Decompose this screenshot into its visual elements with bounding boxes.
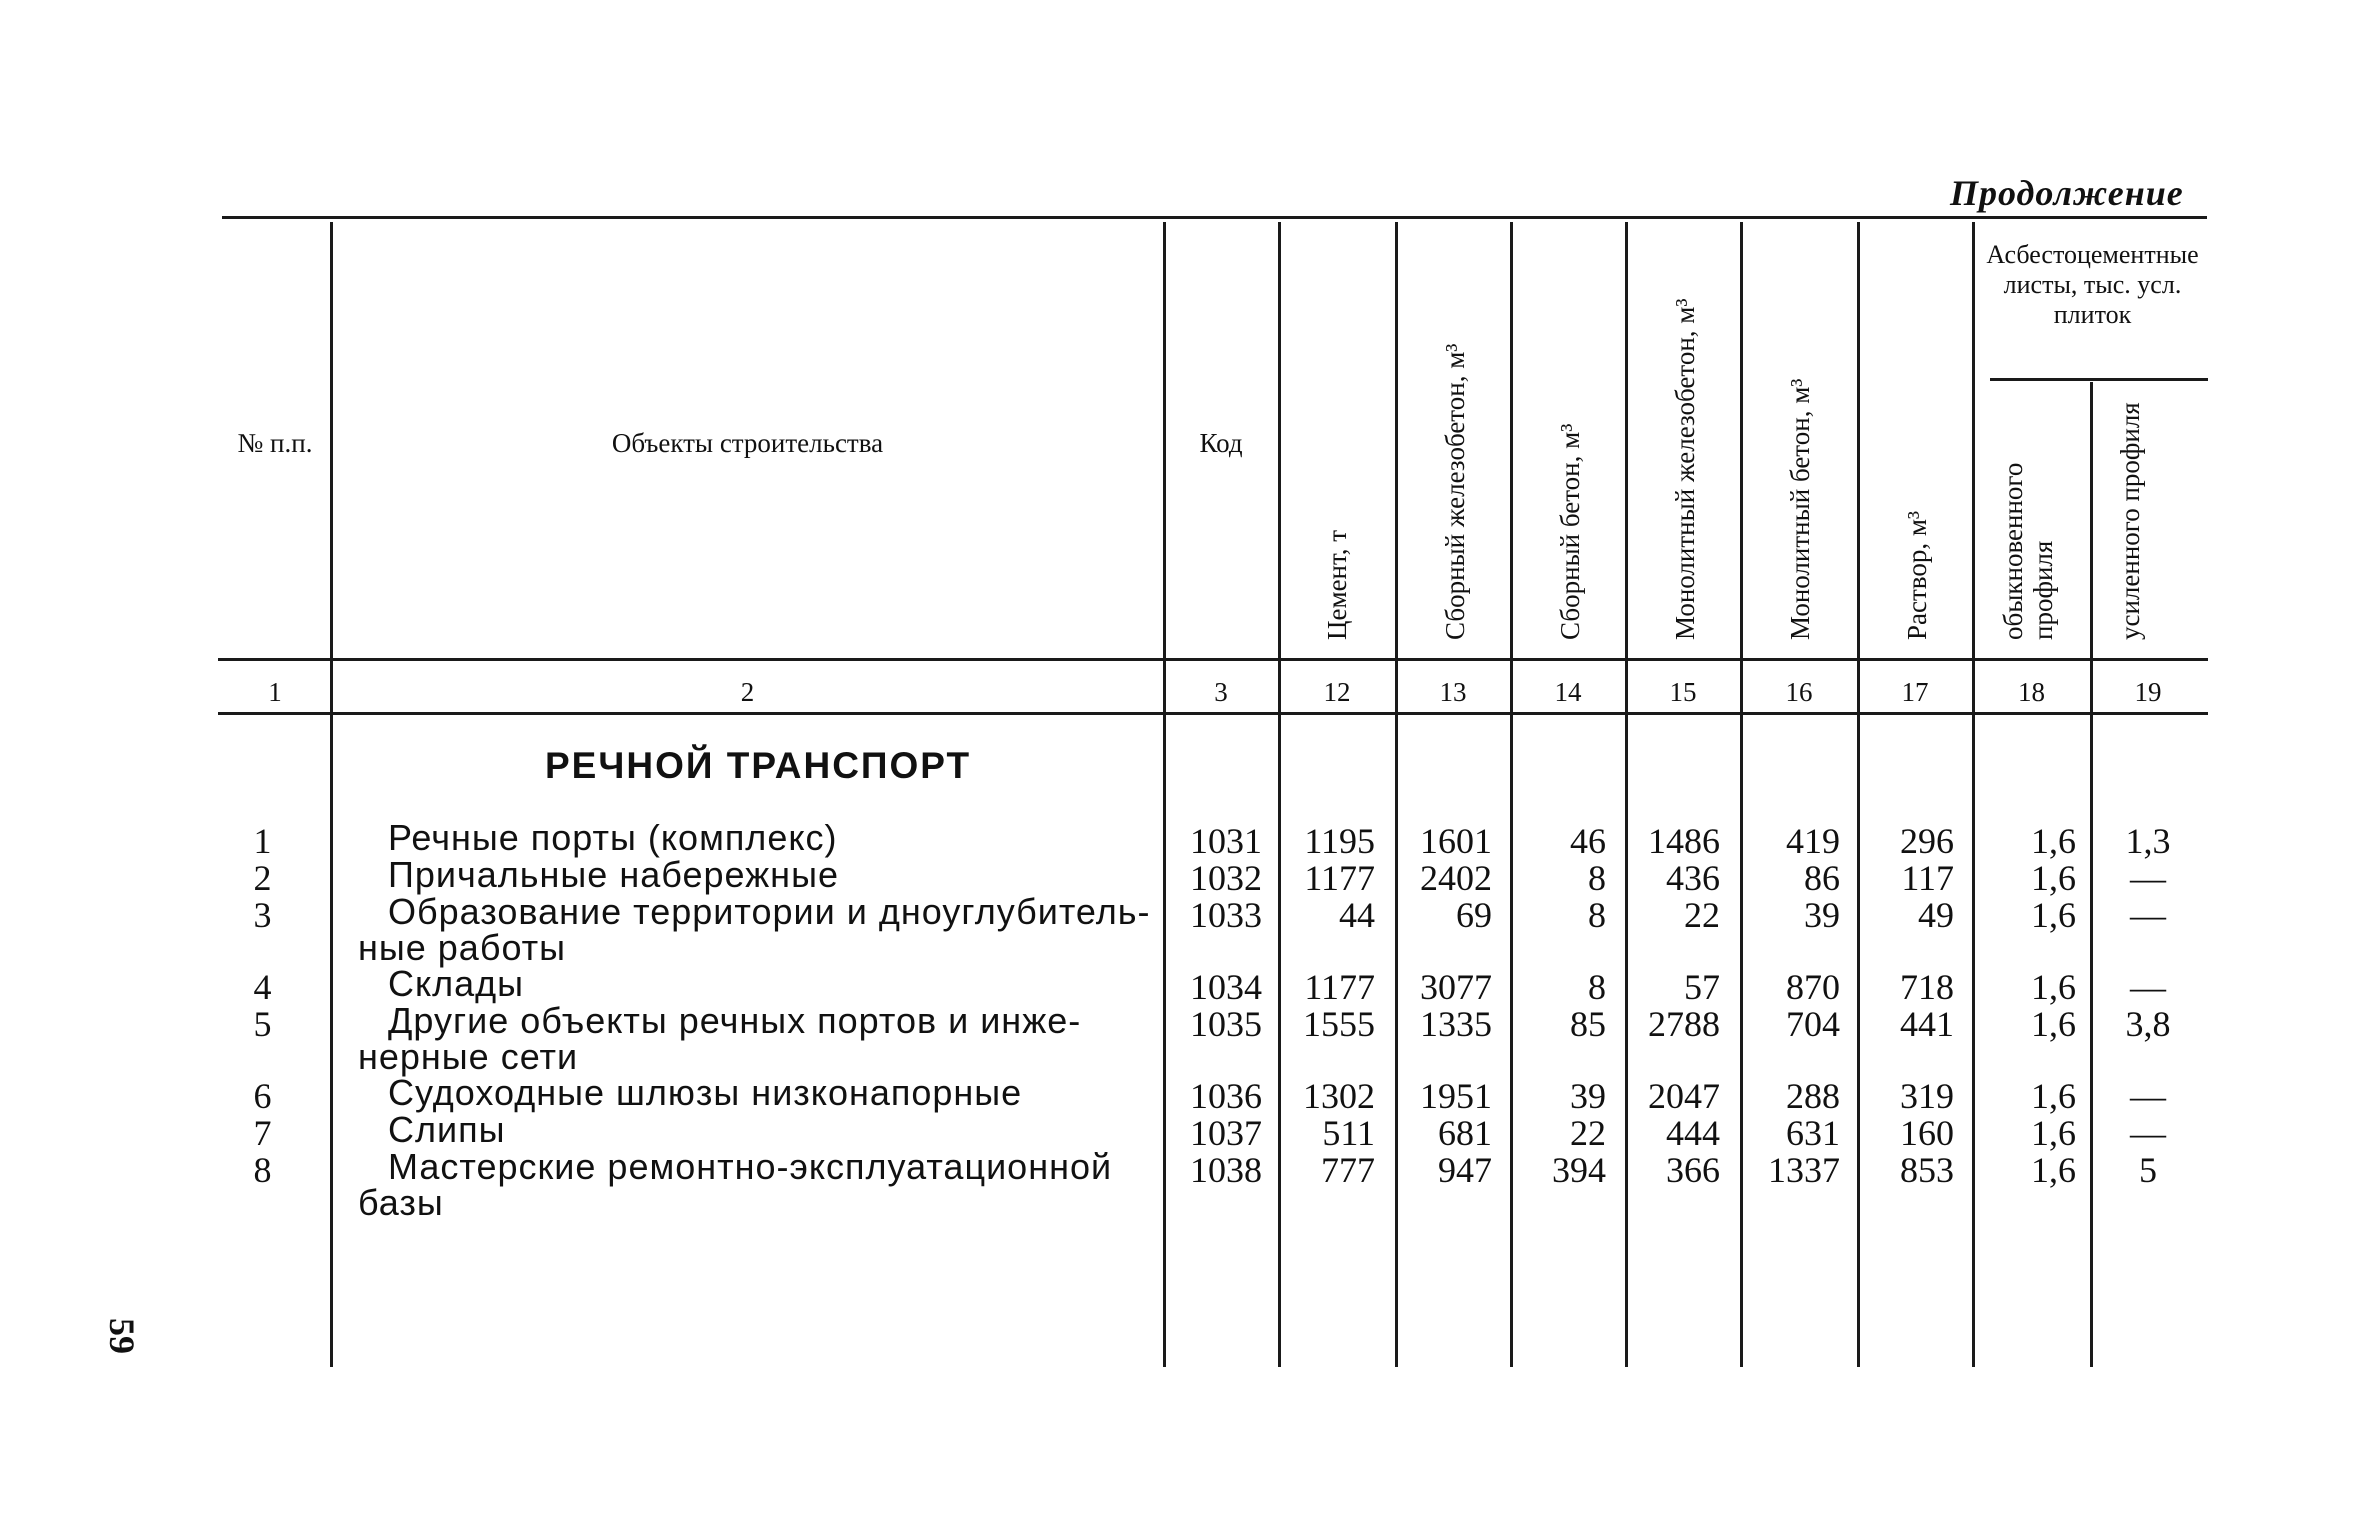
cell-c16: 39 bbox=[1804, 895, 1840, 935]
cell-c16: 86 bbox=[1804, 858, 1840, 898]
cell-c13: 1335 bbox=[1420, 1004, 1492, 1044]
cell-c18: 1,6 bbox=[2031, 1113, 2076, 1153]
cell-c12: 1177 bbox=[1304, 967, 1375, 1007]
column-number: 12 bbox=[1323, 677, 1351, 707]
column-number: 2 bbox=[740, 677, 755, 707]
object-name-line2: базы bbox=[358, 1182, 444, 1223]
cell-c13: 2402 bbox=[1420, 858, 1492, 898]
cell-c14: 394 bbox=[1552, 1150, 1606, 1190]
cell-c17: 441 bbox=[1900, 1004, 1954, 1044]
cell-c13: 681 bbox=[1438, 1113, 1492, 1153]
cell-c17: 853 bbox=[1900, 1150, 1954, 1190]
continuation-label: Продолжение bbox=[1950, 173, 2184, 213]
object-name bbox=[358, 891, 1158, 968]
cell-c19: — bbox=[2130, 967, 2166, 1007]
section-title: РЕЧНОЙ ТРАНСПОРТ bbox=[545, 745, 972, 786]
object-name-line2: нерные сети bbox=[358, 1036, 579, 1077]
cell-c15: 436 bbox=[1666, 858, 1720, 898]
object-name bbox=[358, 1072, 1158, 1113]
object-name bbox=[358, 817, 1158, 858]
object-name-line2: ные работы bbox=[358, 927, 567, 968]
cell-c19: — bbox=[2130, 858, 2166, 898]
header-cement: Цемент, т bbox=[1322, 529, 1352, 640]
header-bottom-rule bbox=[218, 658, 2208, 661]
cell-c15: 366 bbox=[1666, 1150, 1720, 1190]
cell-c14: 8 bbox=[1588, 895, 1606, 935]
cell-c18: 1,6 bbox=[2031, 821, 2076, 861]
header-mortar: Раствор, м³ bbox=[1902, 510, 1932, 640]
cell-c19: — bbox=[2130, 1113, 2166, 1153]
header-precast-rc: Сборный железобетон, м³ bbox=[1440, 343, 1470, 640]
cell-c19: 5 bbox=[2139, 1150, 2157, 1190]
cell-c15: 2047 bbox=[1648, 1076, 1720, 1116]
cell-code: 1033 bbox=[1190, 895, 1262, 935]
cell-c16: 704 bbox=[1786, 1004, 1840, 1044]
row-number: 5 bbox=[253, 1004, 272, 1044]
cell-c14: 8 bbox=[1588, 967, 1606, 1007]
column-number: 14 bbox=[1554, 677, 1582, 707]
object-name-line1: Образование территории и дноуглубитель- bbox=[388, 891, 1151, 932]
row-number: 7 bbox=[253, 1113, 272, 1153]
cell-c17: 49 bbox=[1918, 895, 1954, 935]
cell-c18: 1,6 bbox=[2031, 1076, 2076, 1116]
cell-c19: — bbox=[2130, 895, 2166, 935]
column-number: 18 bbox=[2018, 677, 2045, 707]
col-divider bbox=[1857, 222, 1860, 1367]
cell-c12: 1177 bbox=[1304, 858, 1375, 898]
cell-c15: 1486 bbox=[1648, 821, 1720, 861]
cell-code: 1036 bbox=[1190, 1076, 1262, 1116]
cell-c13: 3077 bbox=[1420, 967, 1492, 1007]
cell-c19: 3,8 bbox=[2125, 1004, 2171, 1044]
object-name bbox=[358, 1146, 1158, 1223]
cell-c16: 419 bbox=[1786, 821, 1840, 861]
column-number: 13 bbox=[1439, 677, 1467, 707]
cell-c17: 296 bbox=[1900, 821, 1954, 861]
cell-c14: 85 bbox=[1570, 1004, 1606, 1044]
cell-c15: 22 bbox=[1684, 895, 1720, 935]
header-num: № п.п. bbox=[237, 428, 313, 458]
col-divider bbox=[1278, 222, 1281, 1367]
cell-c14: 39 bbox=[1570, 1076, 1606, 1116]
cell-c12: 777 bbox=[1321, 1150, 1375, 1190]
object-name-line1: Судоходные шлюзы низконапорные bbox=[388, 1072, 1023, 1113]
object-name bbox=[358, 963, 1158, 1004]
cell-c15: 57 bbox=[1684, 967, 1720, 1007]
cell-c17: 718 bbox=[1900, 967, 1954, 1007]
cell-c16: 631 bbox=[1786, 1113, 1840, 1153]
row-number: 2 bbox=[253, 858, 272, 898]
col-divider bbox=[1740, 222, 1743, 1367]
header-ordinary-profile: обыкновенного профиля bbox=[1998, 462, 2058, 640]
cell-c13: 947 bbox=[1438, 1150, 1492, 1190]
cell-c19: — bbox=[2130, 1076, 2166, 1116]
cell-code: 1035 bbox=[1190, 1004, 1262, 1044]
object-name-line1: Речные порты (комплекс) bbox=[388, 817, 838, 858]
cell-c14: 8 bbox=[1588, 858, 1606, 898]
cell-c17: 319 bbox=[1900, 1076, 1954, 1116]
cell-c18: 1,6 bbox=[2031, 1150, 2076, 1190]
col-divider bbox=[1625, 222, 1628, 1367]
cell-c18: 1,6 bbox=[2031, 895, 2076, 935]
column-number: 16 bbox=[1785, 677, 1813, 707]
cell-code: 1031 bbox=[1190, 821, 1262, 861]
cell-code: 1037 bbox=[1190, 1113, 1262, 1153]
cell-c12: 1302 bbox=[1303, 1076, 1375, 1116]
object-name bbox=[358, 854, 1158, 895]
cell-c12: 1195 bbox=[1304, 821, 1375, 861]
row-number: 8 bbox=[253, 1150, 272, 1190]
col-divider bbox=[1163, 222, 1166, 1367]
object-name-line1: Склады bbox=[388, 963, 525, 1004]
header-reinforced-profile: усиленного профиля bbox=[2115, 402, 2145, 640]
row-number: 6 bbox=[253, 1076, 272, 1116]
cell-c13: 1951 bbox=[1420, 1076, 1492, 1116]
cell-c14: 22 bbox=[1570, 1113, 1606, 1153]
column-number: 3 bbox=[1214, 677, 1228, 707]
object-name bbox=[358, 1109, 1158, 1150]
object-name bbox=[358, 1000, 1158, 1077]
numbers-bottom-rule bbox=[218, 712, 2208, 715]
row-number: 3 bbox=[253, 895, 272, 935]
cell-c18: 1,6 bbox=[2031, 1004, 2076, 1044]
cell-c16: 288 bbox=[1786, 1076, 1840, 1116]
row-number: 1 bbox=[253, 821, 272, 861]
header-code: Код bbox=[1199, 428, 1243, 458]
column-number: 1 bbox=[268, 677, 282, 707]
col-divider bbox=[1510, 222, 1513, 1367]
header-asbestos-group: Асбестоцементные листы, тыс. усл. плиток bbox=[1986, 240, 2199, 329]
column-number: 19 bbox=[2134, 677, 2162, 707]
cell-c16: 1337 bbox=[1768, 1150, 1840, 1190]
cell-code: 1032 bbox=[1190, 858, 1262, 898]
cell-c13: 1601 bbox=[1420, 821, 1492, 861]
cell-c18: 1,6 bbox=[2031, 858, 2076, 898]
cell-c18: 1,6 bbox=[2031, 967, 2076, 1007]
cell-c12: 1555 bbox=[1303, 1004, 1375, 1044]
cell-c12: 44 bbox=[1339, 895, 1375, 935]
col-divider bbox=[1395, 222, 1398, 1367]
object-name-line1: Слипы bbox=[388, 1109, 506, 1150]
cell-c17: 160 bbox=[1900, 1113, 1954, 1153]
row-number: 4 bbox=[253, 967, 272, 1007]
cell-c17: 117 bbox=[1901, 858, 1954, 898]
object-name-line1: Мастерские ремонтно-эксплуатационной bbox=[388, 1146, 1113, 1187]
cell-code: 1038 bbox=[1190, 1150, 1262, 1190]
col-divider bbox=[1972, 222, 1975, 1367]
column-number: 15 bbox=[1669, 677, 1697, 707]
page-number: 59 bbox=[102, 1318, 142, 1354]
header-precast-concrete: Сборный бетон, м³ bbox=[1555, 423, 1585, 640]
top-rule bbox=[222, 216, 2207, 219]
cell-c13: 69 bbox=[1456, 895, 1492, 935]
cell-c15: 2788 bbox=[1648, 1004, 1720, 1044]
cell-code: 1034 bbox=[1190, 967, 1262, 1007]
cell-c15: 444 bbox=[1666, 1113, 1720, 1153]
col-divider bbox=[330, 222, 333, 1367]
column-number: 17 bbox=[1901, 677, 1929, 707]
header-objects: Объекты строительства bbox=[611, 428, 884, 458]
cell-c19: 1,3 bbox=[2125, 821, 2171, 861]
cell-c16: 870 bbox=[1786, 967, 1840, 1007]
object-name-line1: Другие объекты речных портов и инже- bbox=[388, 1000, 1082, 1041]
cell-c12: 511 bbox=[1322, 1113, 1375, 1153]
object-name-line1: Причальные набережные bbox=[388, 854, 839, 895]
header-monolithic-rc: Монолитный железобетон, м³ bbox=[1670, 298, 1700, 640]
header-monolithic-concrete: Монолитный бетон, м³ bbox=[1785, 378, 1815, 640]
cell-c14: 46 bbox=[1570, 821, 1606, 861]
